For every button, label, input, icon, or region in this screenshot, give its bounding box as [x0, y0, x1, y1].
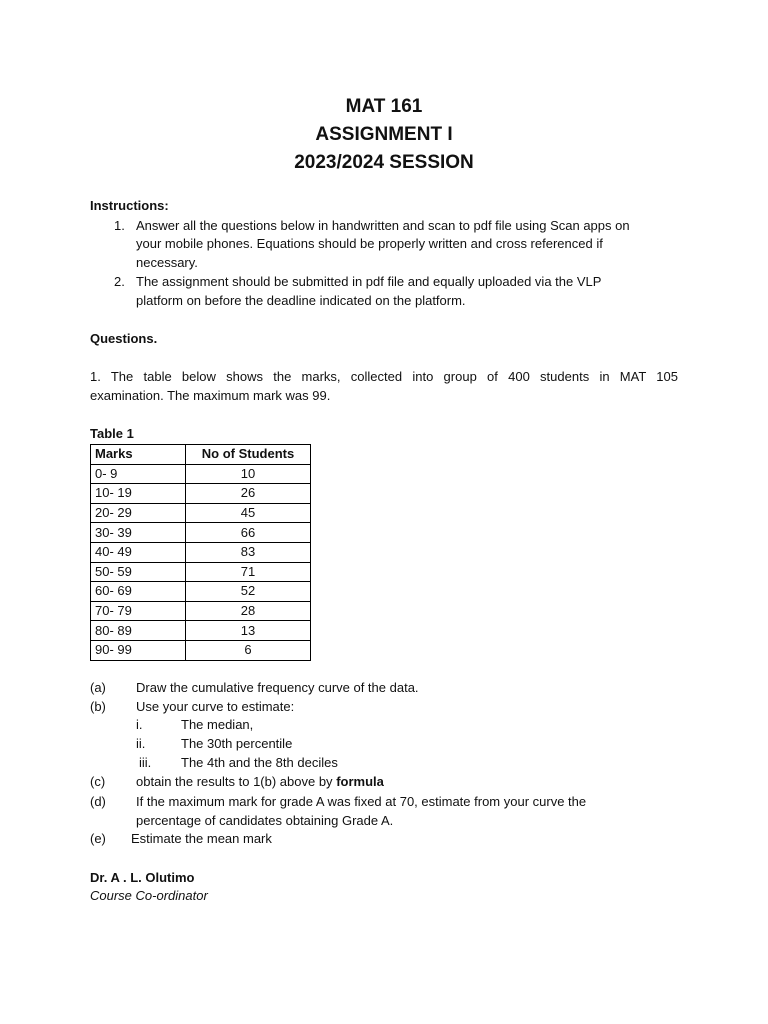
table-row: [91, 640, 311, 660]
table-row: [91, 582, 311, 602]
assignment-title: ASSIGNMENT I: [315, 124, 453, 145]
instruction-2-number: 2.: [114, 274, 125, 289]
marks-cell: 20- 29: [91, 503, 186, 523]
instruction-2-line-2: platform on before the deadline indicated on the platform.: [136, 293, 466, 308]
table-row: [91, 601, 311, 621]
part-e-text: Estimate the mean mark: [131, 831, 272, 846]
marks-cell: 80- 89: [91, 621, 186, 641]
part-c-text: obtain the results to 1(b) above by: [136, 774, 333, 789]
students-cell: 26: [186, 484, 311, 504]
part-c-label: (c): [90, 774, 106, 789]
question-1-intro-line-1: 1. The table below shows the marks, collected into group of 400 students in MAT 105: [90, 369, 678, 384]
questions-heading: Questions.: [90, 331, 158, 346]
column-header-students: No of Students: [186, 445, 311, 465]
part-e-label: (e): [90, 831, 106, 846]
question-1-intro-line-2: examination. The maximum mark was 99.: [90, 388, 331, 403]
marks-cell: 60- 69: [91, 582, 186, 602]
table-body: [91, 464, 311, 660]
table-row: [91, 503, 311, 523]
instruction-1-line-1: Answer all the questions below in handwritten and scan to pdf file using Scan apps on: [136, 218, 630, 233]
part-b-label: (b): [90, 699, 106, 714]
session-title: 2023/2024 SESSION: [294, 152, 474, 173]
instruction-2-line-1: The assignment should be submitted in pdf file and equally uploaded via the VLP: [136, 274, 602, 289]
part-b-sub-3-text: The 4th and the 8th deciles: [181, 755, 338, 770]
instruction-1-number: 1.: [114, 218, 125, 233]
marks-cell: 40- 49: [91, 542, 186, 562]
table-header-row: [91, 445, 311, 465]
part-a-text: Draw the cumulative frequency curve of the data.: [136, 680, 419, 695]
table-row: [91, 523, 311, 543]
students-cell: 28: [186, 601, 311, 621]
instructions-heading: Instructions:: [90, 198, 169, 213]
part-b-text: Use your curve to estimate:: [136, 699, 295, 714]
marks-cell: 10- 19: [91, 484, 186, 504]
column-header-marks: Marks: [91, 445, 186, 465]
marks-cell: 0- 9: [91, 464, 186, 484]
students-cell: 83: [186, 542, 311, 562]
part-b-sub-1-text: The median,: [181, 717, 254, 732]
course-code: MAT 161: [345, 96, 423, 117]
table-row: [91, 464, 311, 484]
students-cell: 13: [186, 621, 311, 641]
marks-table: [90, 444, 311, 661]
marks-cell: 90- 99: [91, 640, 186, 660]
instruction-1-line-3: necessary.: [136, 255, 198, 270]
table-row: [91, 621, 311, 641]
signatory-role: Course Co-ordinator: [90, 888, 208, 903]
part-d-line-1: If the maximum mark for grade A was fixed at 70, estimate from your curve the: [136, 794, 587, 809]
students-cell: 45: [186, 503, 311, 523]
part-b-sub-1-label: i.: [136, 717, 143, 732]
students-cell: 6: [186, 640, 311, 660]
marks-cell: 70- 79: [91, 601, 186, 621]
table-caption: Table 1: [90, 426, 134, 441]
table-row: [91, 542, 311, 562]
part-c-bold-word: formula: [336, 774, 384, 789]
part-d-label: (d): [90, 794, 106, 809]
part-b-sub-2-label: ii.: [136, 736, 146, 751]
students-cell: 10: [186, 464, 311, 484]
marks-cell: 50- 59: [91, 562, 186, 582]
students-cell: 66: [186, 523, 311, 543]
table-row: [91, 484, 311, 504]
table-row: [91, 562, 311, 582]
signatory-name: Dr. A . L. Olutimo: [90, 870, 195, 885]
part-a-label: (a): [90, 680, 106, 695]
marks-cell: 30- 39: [91, 523, 186, 543]
part-b-sub-3-label: iii.: [139, 755, 152, 770]
part-d-line-2: percentage of candidates obtaining Grade A.: [136, 813, 394, 828]
students-cell: 52: [186, 582, 311, 602]
part-b-sub-2-text: The 30th percentile: [181, 736, 293, 751]
instruction-1-line-2: your mobile phones. Equations should be properly written and cross referenced if: [136, 236, 603, 251]
part-c-line: [136, 773, 384, 791]
students-cell: 71: [186, 562, 311, 582]
